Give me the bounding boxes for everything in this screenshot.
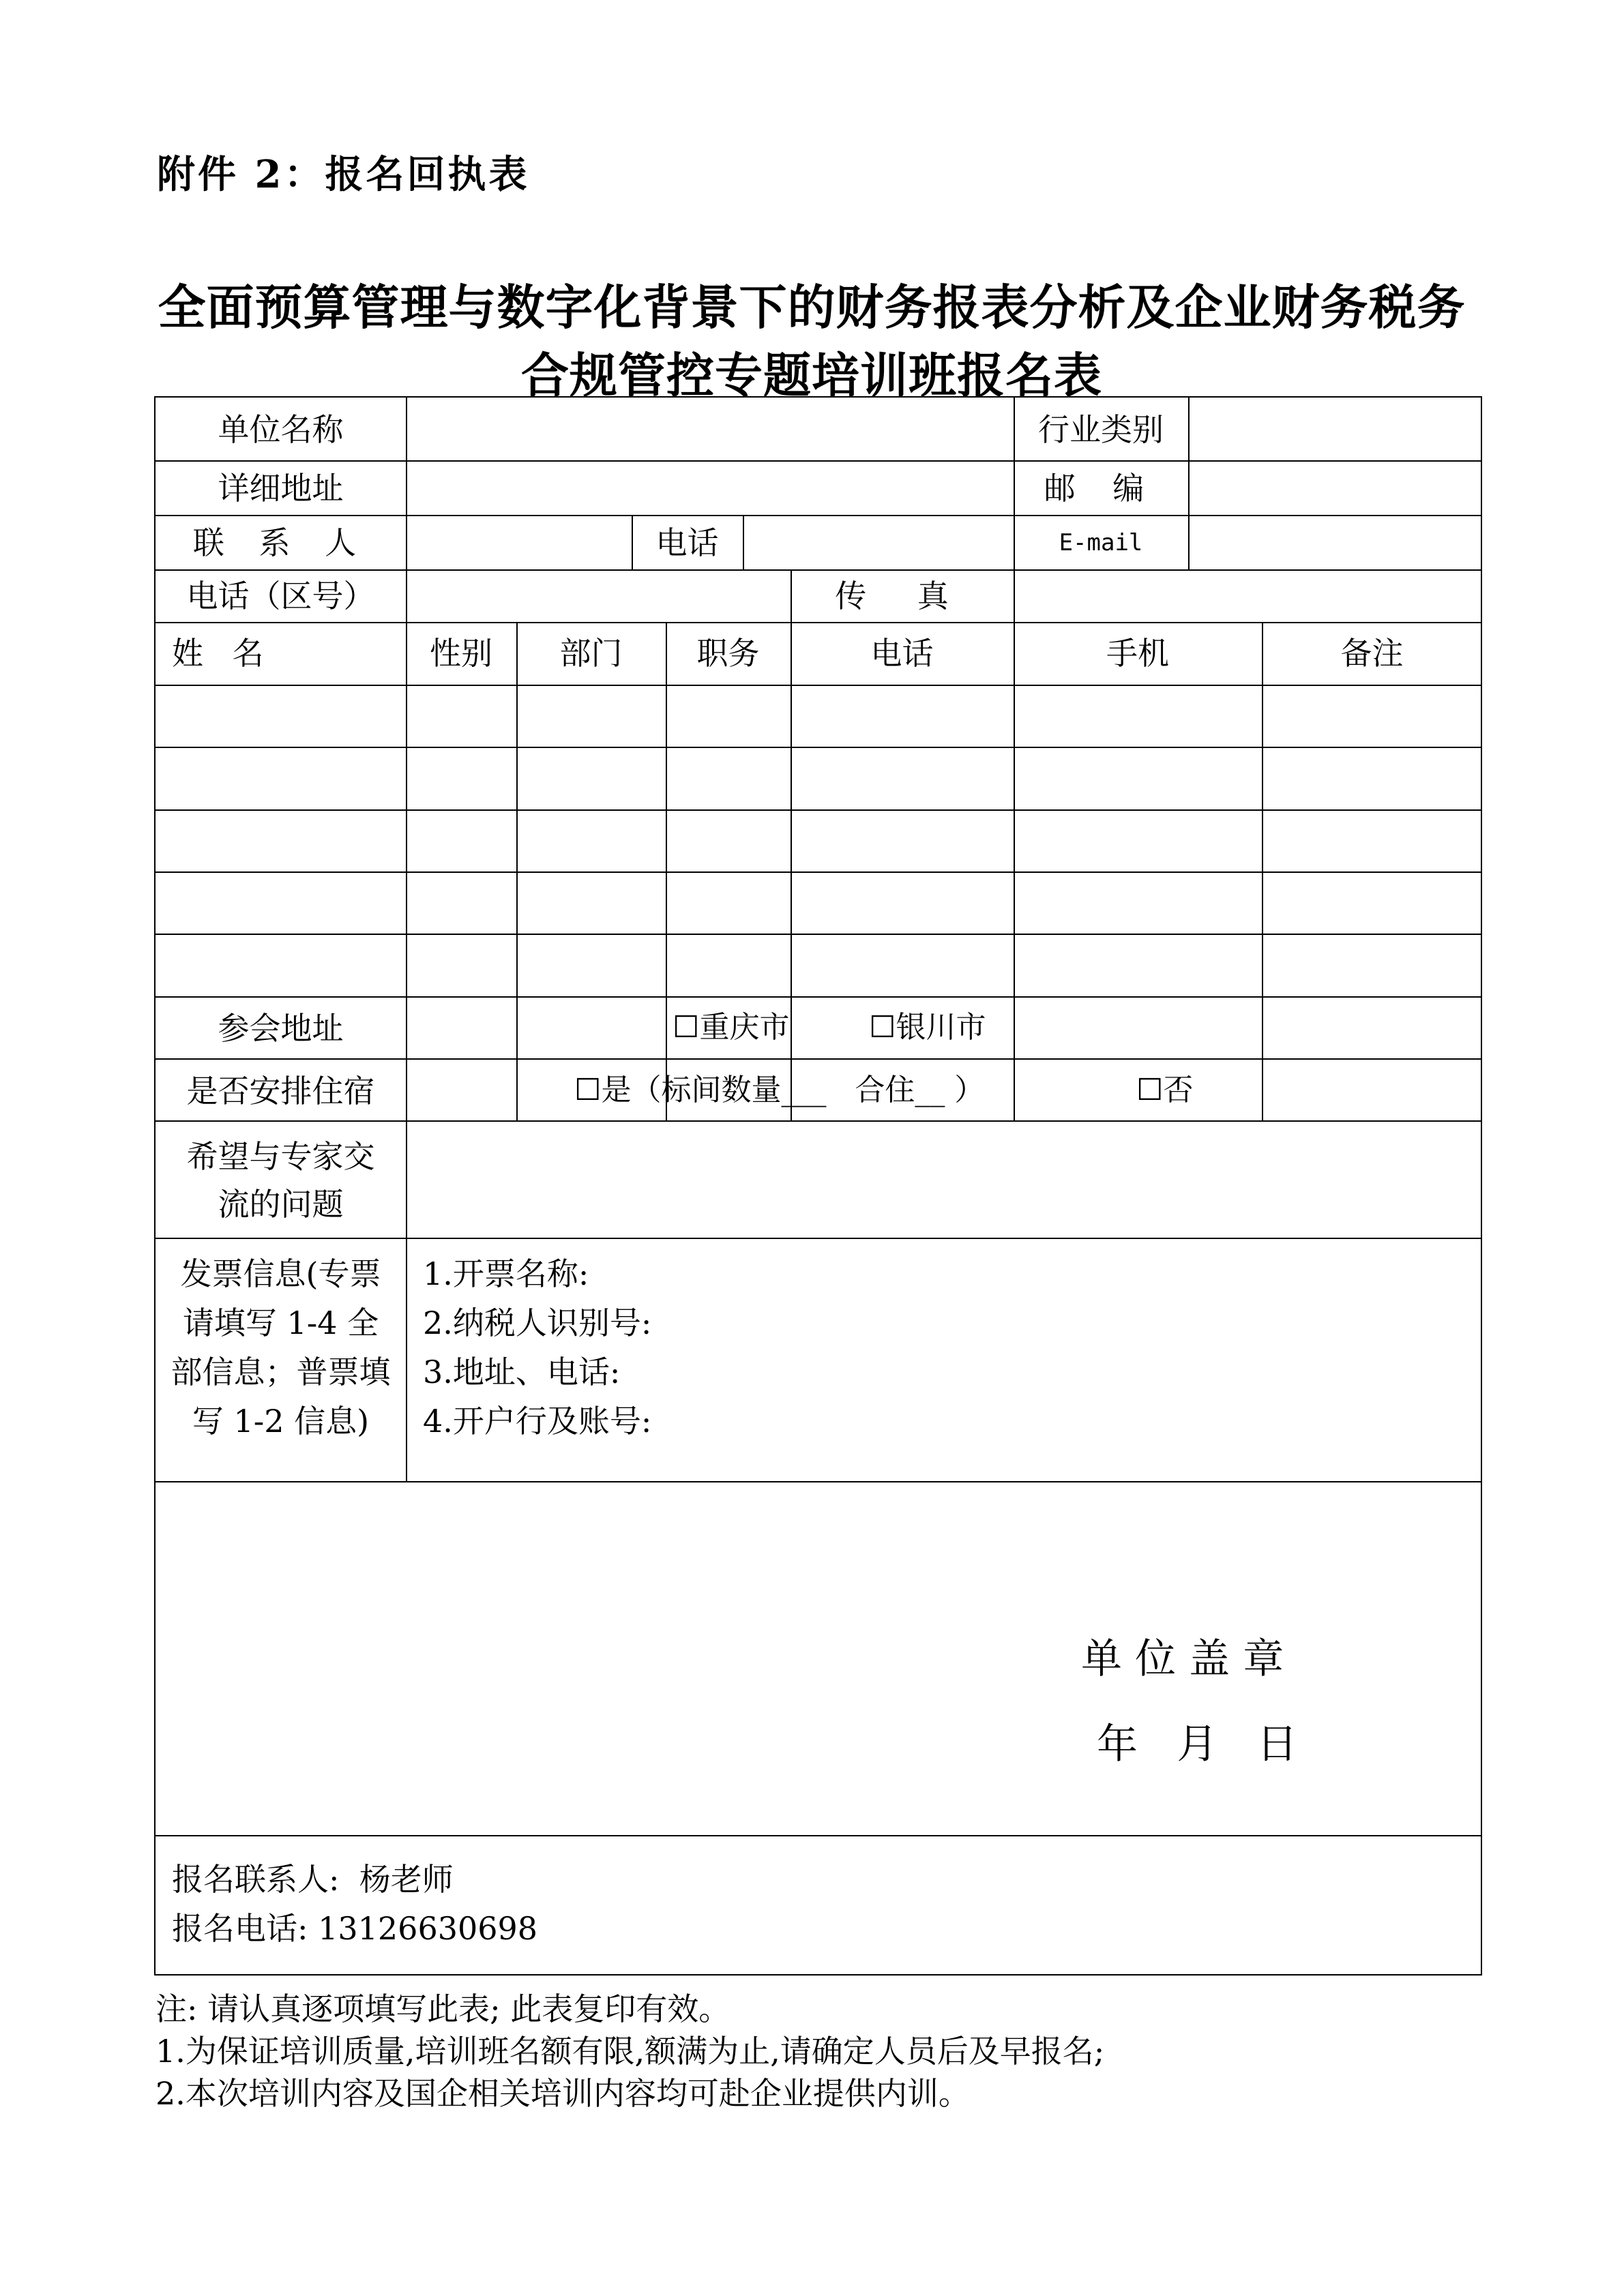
invoice-item-bank-account: 4.开户行及账号:	[423, 1403, 652, 1440]
row-divider	[156, 1238, 1482, 1239]
lodging-option-yes[interactable]: ☐是（标间数量___ 合住__ ）	[574, 1073, 985, 1107]
note-line-0: 注: 请认真逐项填写此表; 此表复印有效。	[156, 1991, 730, 2027]
col-header-gender: 性别	[430, 635, 492, 672]
col-header-phone: 电话	[870, 635, 934, 672]
lodging-label: 是否安排住宿	[186, 1073, 375, 1109]
invoice-item-name: 1.开票名称:	[423, 1255, 589, 1292]
invoice-label-line1: 发票信息(专票	[180, 1255, 381, 1292]
note-line-1: 1.为保证培训质量,培训班名额有限,额满为止,请确定人员后及早报名;	[156, 2033, 1105, 2070]
postcode-field[interactable]	[1190, 462, 1481, 513]
contact-label: 联 系 人	[192, 524, 369, 561]
unit-name-field[interactable]	[407, 399, 1012, 459]
invoice-label-line4: 写 1-2 信息)	[192, 1403, 370, 1440]
email-field[interactable]	[1190, 516, 1481, 568]
attendee-row[interactable]	[157, 748, 1481, 808]
questions-label-line1: 希望与专家交	[186, 1138, 375, 1175]
email-label: E-mail	[1059, 529, 1143, 556]
col-header-position: 职务	[696, 635, 760, 672]
row-divider	[156, 622, 1482, 623]
venue-option-yinchuan[interactable]: ☐银川市	[869, 1010, 986, 1045]
col-header-mobile: 手机	[1106, 635, 1169, 672]
invoice-label-line3: 部信息；普票填	[171, 1354, 391, 1390]
attendee-row[interactable]	[157, 811, 1481, 870]
address-label: 详细地址	[218, 470, 344, 507]
attendee-row[interactable]	[157, 935, 1481, 995]
fax-field[interactable]	[1015, 571, 1481, 621]
registration-phone: 报名电话: 13126630698	[172, 1910, 538, 1947]
col-header-department: 部门	[559, 635, 623, 672]
attendee-row[interactable]	[157, 686, 1481, 745]
area-phone-label: 电话（区号）	[186, 578, 375, 614]
invoice-item-address-phone: 3.地址、电话:	[423, 1354, 621, 1390]
lodging-option-no[interactable]: ☐否	[1136, 1073, 1194, 1107]
seal-stamp-text: 单 位 盖 章	[1081, 1635, 1284, 1683]
area-phone-field[interactable]	[407, 571, 789, 621]
registration-contact: 报名联系人: 杨老师	[172, 1861, 454, 1898]
venue-option-chongqing[interactable]: ☐重庆市	[673, 1010, 790, 1045]
row-divider	[156, 1058, 1482, 1060]
attachment-label: 附件 2：报名回执表	[157, 152, 530, 197]
fax-label: 传 真	[835, 578, 969, 614]
questions-label-line2: 流的问题	[218, 1186, 344, 1223]
col-header-name: 姓 名	[172, 635, 274, 672]
address-field[interactable]	[407, 462, 1012, 513]
questions-field[interactable]	[407, 1122, 1481, 1236]
note-line-2: 2.本次培训内容及国企相关培训内容均可赴企业提供内训。	[156, 2075, 970, 2112]
invoice-item-tax-id: 2.纳税人识别号:	[423, 1304, 652, 1341]
industry-field[interactable]	[1190, 399, 1481, 459]
form-title-line1: 全面预算管理与数字化背景下的财务报表分析及企业财务税务	[158, 280, 1466, 336]
phone-field[interactable]	[744, 516, 1012, 568]
venue-label: 参会地址	[218, 1010, 344, 1047]
contact-field[interactable]	[407, 516, 630, 568]
registration-form	[154, 396, 1482, 1976]
row-divider	[156, 996, 1482, 998]
phone-label: 电话	[655, 524, 719, 561]
invoice-label-line2: 请填写 1-4 全	[182, 1304, 379, 1341]
postcode-label: 邮 编	[1044, 470, 1158, 507]
row-divider	[156, 1835, 1482, 1836]
row-divider	[156, 1481, 1482, 1482]
seal-date-text: 年 月 日	[1097, 1720, 1298, 1768]
unit-name-label: 单位名称	[218, 411, 344, 448]
col-header-remarks: 备注	[1340, 635, 1404, 672]
industry-label: 行业类别	[1038, 411, 1164, 448]
form-title-line2: 合规管控专题培训班报名表	[521, 348, 1102, 404]
attendee-row[interactable]	[157, 873, 1481, 932]
